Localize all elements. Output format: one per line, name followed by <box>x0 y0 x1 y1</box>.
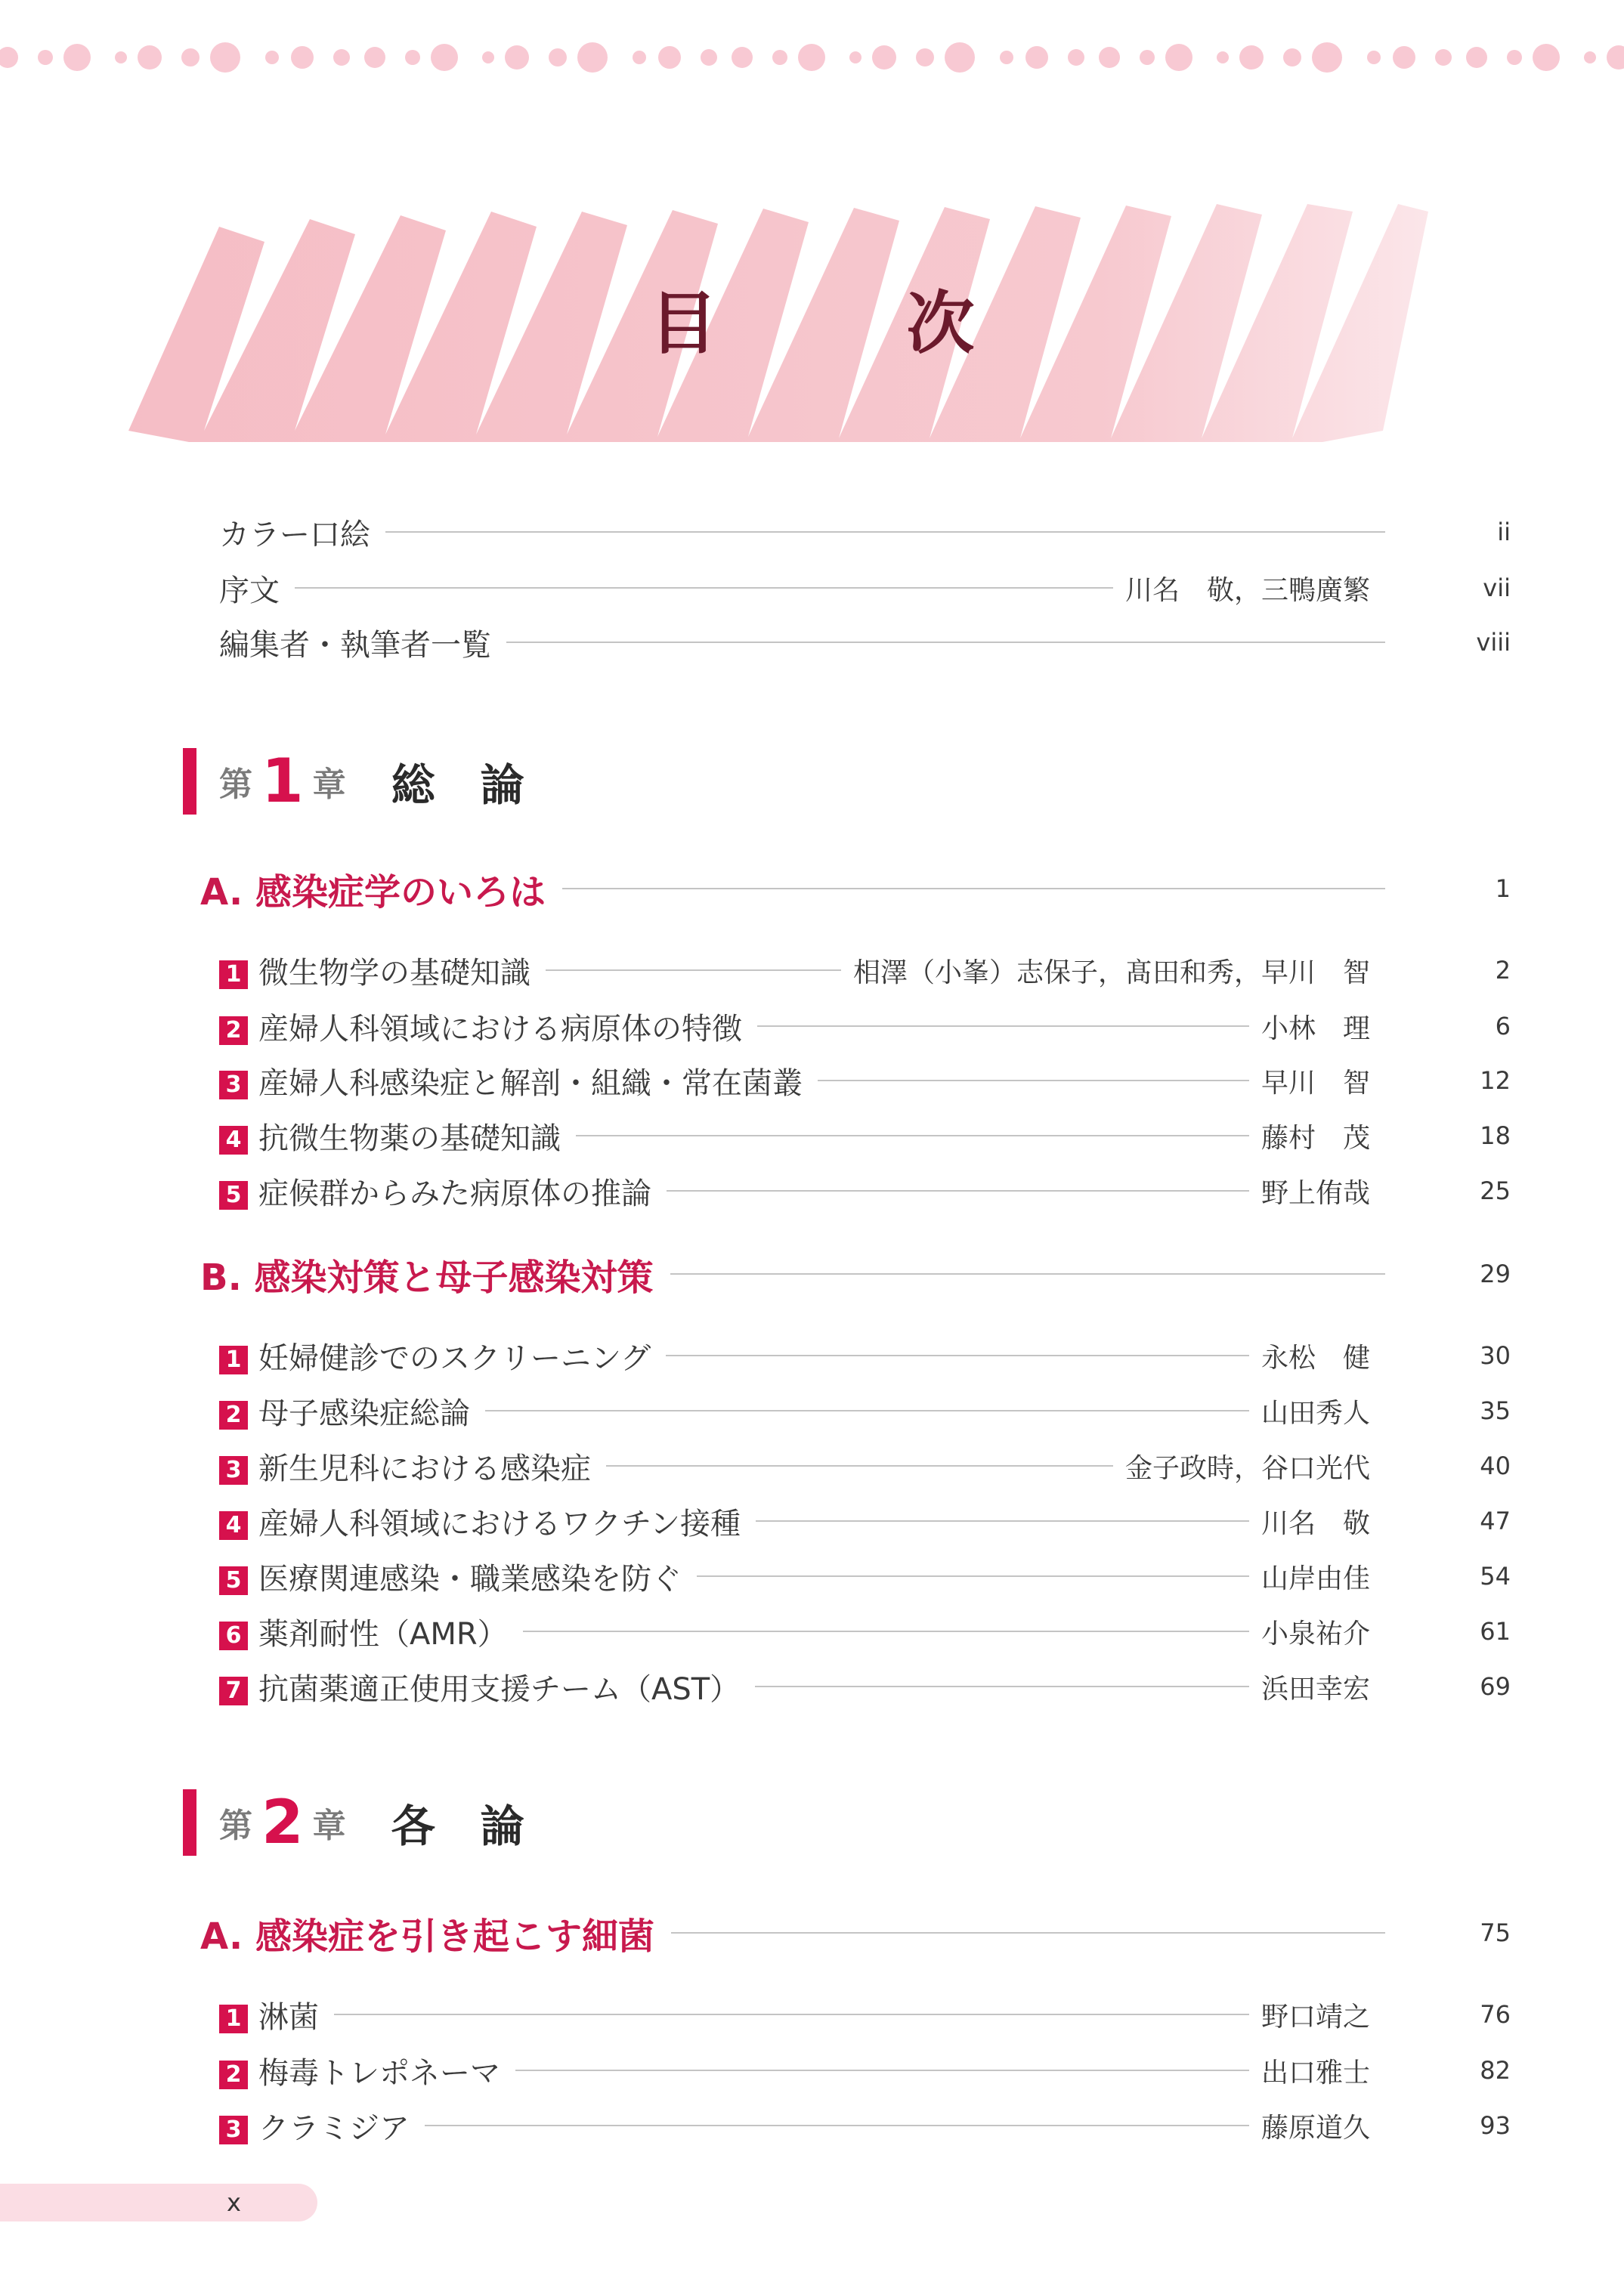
entry-page-number: vii <box>1483 574 1511 602</box>
entry-author: 川名 敬，三鴨廣繁 <box>1124 574 1370 606</box>
entry-page-number: 30 <box>1480 1341 1511 1370</box>
decorative-dot <box>0 47 18 68</box>
toc-entry[interactable] <box>219 1555 1511 1597</box>
footer-page-tab <box>0 2184 317 2221</box>
dot-leader <box>818 1080 1249 1081</box>
entry-page-number: 25 <box>1480 1176 1511 1205</box>
decorative-dot <box>364 47 385 68</box>
item-number-badge: 4 <box>219 1126 248 1155</box>
dot-leader <box>755 1686 1249 1687</box>
item-number-badge: 2 <box>219 1016 248 1045</box>
item-number-badge: 7 <box>219 1677 248 1705</box>
entry-label <box>219 1390 470 1433</box>
toc-entry[interactable] <box>219 2049 1511 2092</box>
decorative-dot <box>138 45 162 70</box>
decorative-dot <box>431 44 458 71</box>
decorative-dot <box>115 51 127 63</box>
item-number-badge: 3 <box>219 2116 248 2144</box>
entry-author: 相澤（小峯）志保子，髙田和秀，早川 智 <box>852 957 1370 988</box>
entry-label <box>219 511 370 554</box>
decorative-dot <box>405 50 420 65</box>
entry-title: 編集者・執筆者一覧 <box>219 627 491 663</box>
entry-title: 産婦人科領域における病原体の特徴 <box>258 1011 742 1047</box>
dot-leader <box>334 2014 1249 2015</box>
dot-leader <box>671 1932 1385 1934</box>
chapter-number: 1 <box>261 746 304 816</box>
entry-author: 山岸由佳 <box>1261 1563 1370 1594</box>
entry-page-number: 18 <box>1480 1121 1511 1150</box>
decorative-dot <box>945 42 975 73</box>
entry-page-number: 29 <box>1480 1260 1511 1288</box>
chapter-number: 2 <box>261 1787 304 1857</box>
decorative-dot <box>1507 50 1522 65</box>
decorative-dot <box>333 49 350 66</box>
toc-entry[interactable] <box>219 1610 1511 1653</box>
chapter-prefix: 第 <box>219 1807 252 1845</box>
entry-author: 野上侑哉 <box>1261 1177 1370 1209</box>
item-number-badge: 6 <box>219 1622 248 1650</box>
entry-title: 母子感染症総論 <box>258 1396 470 1431</box>
entry-page-number: 40 <box>1480 1452 1511 1480</box>
entry-label <box>200 1248 654 1300</box>
entry-author: 早川 智 <box>1261 1067 1370 1099</box>
chapter-suffix: 章 <box>312 1807 346 1845</box>
dot-leader <box>385 531 1385 533</box>
chapter-heading <box>183 748 570 815</box>
entry-page-number: 69 <box>1480 1672 1511 1701</box>
decorative-dot <box>1584 51 1596 63</box>
decorative-dot-border <box>0 39 1624 76</box>
decorative-dot <box>291 46 314 69</box>
decorative-dot <box>1099 47 1120 68</box>
entry-page-number: 61 <box>1480 1617 1511 1646</box>
toc-entry[interactable] <box>219 2104 1511 2147</box>
decorative-dot <box>1607 45 1624 70</box>
entry-author: 浜田幸宏 <box>1261 1673 1370 1705</box>
entry-title: A. 感染症学のいろは <box>200 870 546 914</box>
entry-label <box>219 1334 651 1377</box>
dot-leader <box>670 1273 1385 1275</box>
item-number-badge: 5 <box>219 1566 248 1595</box>
section-entry[interactable] <box>200 1253 1511 1299</box>
chapter-prefix: 第 <box>219 765 252 804</box>
entry-author: 川名 敬 <box>1261 1507 1370 1539</box>
dot-leader <box>506 642 1385 643</box>
entry-author: 出口雅士 <box>1261 2057 1370 2088</box>
chapter-title: 総論 <box>391 759 570 811</box>
chapter-title: 各論 <box>391 1801 570 1852</box>
dot-leader <box>667 1190 1249 1192</box>
dot-leader <box>546 969 841 971</box>
toc-entry[interactable] <box>219 1059 1511 1102</box>
chapter-accent-bar <box>183 748 196 815</box>
entry-author: 金子政時，谷口光代 <box>1124 1452 1370 1484</box>
entry-label <box>219 2049 500 2092</box>
toc-entry[interactable] <box>219 1115 1511 1157</box>
item-number-badge: 5 <box>219 1181 248 1210</box>
entry-label <box>219 1005 742 1048</box>
toc-entry[interactable] <box>219 1993 1511 2036</box>
entry-title: 産婦人科領域におけるワクチン接種 <box>258 1506 741 1541</box>
entry-label <box>219 1993 319 2036</box>
dot-leader <box>757 1025 1249 1027</box>
entry-page-number: 82 <box>1480 2056 1511 2085</box>
entry-label <box>219 1610 508 1653</box>
toc-entry[interactable] <box>219 1665 1511 1708</box>
decorative-dot <box>798 44 825 71</box>
entry-title: 抗微生物薬の基礎知識 <box>258 1121 561 1156</box>
decorative-dot <box>1140 50 1155 65</box>
decorative-dot <box>1217 51 1229 63</box>
entry-author: 野口靖之 <box>1261 2001 1370 2033</box>
entry-title: カラー口絵 <box>219 517 370 552</box>
decorative-dot <box>1466 47 1487 68</box>
entry-label <box>219 621 491 664</box>
entry-page-number: 35 <box>1480 1396 1511 1425</box>
decorative-dot <box>63 44 91 71</box>
entry-page-number: 76 <box>1480 2000 1511 2029</box>
toc-entry[interactable] <box>219 1334 1511 1377</box>
decorative-dot <box>916 48 934 66</box>
entry-page-number: 1 <box>1495 874 1511 903</box>
decorative-dot <box>1367 51 1381 64</box>
entry-author: 永松 健 <box>1261 1342 1370 1374</box>
decorative-dot <box>732 47 753 68</box>
entry-title: 医療関連感染・職業感染を防ぐ <box>258 1561 682 1597</box>
entry-label <box>219 1059 803 1102</box>
decorative-dot <box>872 45 896 70</box>
dot-leader <box>485 1410 1249 1411</box>
entry-page-number: 12 <box>1480 1066 1511 1095</box>
decorative-dot <box>1239 45 1264 70</box>
decorative-dot <box>701 49 717 66</box>
entry-title: 抗菌薬適正使用支援チーム（AST） <box>258 1671 741 1707</box>
toc-entry[interactable] <box>219 511 1511 553</box>
entry-page-number: viii <box>1476 628 1511 657</box>
dot-leader <box>295 587 1113 589</box>
toc-entry[interactable] <box>219 567 1511 609</box>
item-number-badge: 3 <box>219 1456 248 1485</box>
decorative-dot <box>482 51 494 63</box>
entry-author: 藤原道久 <box>1261 2112 1370 2144</box>
dot-leader <box>515 2070 1249 2071</box>
entry-author: 山田秀人 <box>1261 1397 1370 1429</box>
section-entry[interactable] <box>200 867 1511 914</box>
entry-title: 新生児科における感染症 <box>258 1451 591 1486</box>
entry-page-number: 54 <box>1480 1562 1511 1591</box>
dot-leader <box>756 1520 1249 1522</box>
entry-author: 小泉祐介 <box>1261 1618 1370 1649</box>
section-entry[interactable] <box>200 1912 1511 1958</box>
item-number-badge: 2 <box>219 2061 248 2089</box>
entry-page-number: 93 <box>1480 2111 1511 2140</box>
entry-label <box>219 2104 410 2147</box>
chapter-suffix: 章 <box>312 765 346 804</box>
toc-entry[interactable] <box>219 621 1511 663</box>
entry-label <box>219 1555 682 1598</box>
dot-leader <box>606 1465 1113 1467</box>
dot-leader <box>562 888 1385 889</box>
item-number-badge: 2 <box>219 1401 248 1430</box>
entry-label <box>219 949 531 992</box>
item-number-badge: 1 <box>219 1346 248 1374</box>
entry-label <box>200 1907 654 1959</box>
entry-title: 序文 <box>219 573 280 608</box>
decorative-dot <box>849 51 861 63</box>
decorative-dot <box>633 51 646 64</box>
entry-author: 藤村 茂 <box>1261 1122 1370 1154</box>
dot-leader <box>666 1355 1249 1356</box>
entry-label <box>219 1665 740 1708</box>
chapter-heading <box>183 1789 570 1856</box>
decorative-dot <box>577 42 608 73</box>
entry-label <box>219 1445 591 1488</box>
toc-entry[interactable] <box>219 1170 1511 1212</box>
entry-page-number: ii <box>1497 518 1511 546</box>
decorative-dot <box>1000 51 1013 64</box>
dot-leader <box>523 1631 1249 1632</box>
chapter-accent-bar <box>183 1789 196 1856</box>
toc-entry[interactable] <box>219 1390 1511 1432</box>
decorative-dot <box>38 50 53 65</box>
entry-title: B. 感染対策と母子感染対策 <box>200 1256 654 1299</box>
entry-label <box>219 1500 741 1543</box>
entry-title: 微生物学の基礎知識 <box>258 955 531 991</box>
toc-entry[interactable] <box>219 1005 1511 1047</box>
decorative-dot <box>1533 44 1560 71</box>
entry-label <box>219 567 280 610</box>
item-number-badge: 1 <box>219 960 248 989</box>
entry-page-number: 47 <box>1480 1507 1511 1535</box>
decorative-dot <box>210 42 240 73</box>
page-title: 目 次 <box>649 284 1035 363</box>
footer-page-number: x <box>227 2188 241 2217</box>
entry-title: クラミジア <box>258 2110 410 2146</box>
entry-title: 淋菌 <box>258 1999 319 2035</box>
toc-entry[interactable] <box>219 949 1511 991</box>
entry-label <box>219 1115 561 1158</box>
decorative-dot <box>549 48 567 66</box>
dot-leader <box>425 2125 1249 2126</box>
decorative-dot <box>1435 49 1452 66</box>
decorative-dot <box>1165 44 1192 71</box>
entry-page-number: 2 <box>1495 956 1511 985</box>
decorative-dot <box>181 48 200 66</box>
decorative-dot <box>1068 49 1084 66</box>
decorative-dot <box>265 51 279 64</box>
entry-title: A. 感染症を引き起こす細菌 <box>200 1915 654 1958</box>
entry-author: 小林 理 <box>1261 1013 1370 1044</box>
toc-entry[interactable] <box>219 1500 1511 1542</box>
item-number-badge: 1 <box>219 2005 248 2033</box>
decorative-dot <box>1393 46 1415 69</box>
decorative-dot <box>658 46 681 69</box>
item-number-badge: 3 <box>219 1071 248 1099</box>
entry-title: 梅毒トレポネーマ <box>258 2055 500 2091</box>
entry-title: 妊婦健診でのスクリーニング <box>258 1340 651 1376</box>
entry-title: 産婦人科感染症と解剖・組織・常在菌叢 <box>258 1065 803 1101</box>
decorative-dot <box>1312 42 1342 73</box>
entry-title: 症候群からみた病原体の推論 <box>258 1176 651 1211</box>
item-number-badge: 4 <box>219 1511 248 1540</box>
entry-label <box>200 863 546 915</box>
decorative-dot <box>772 50 787 65</box>
decorative-dot <box>1283 48 1301 66</box>
dot-leader <box>576 1135 1249 1136</box>
decorative-dot <box>505 45 529 70</box>
entry-label <box>219 1170 651 1213</box>
entry-page-number: 6 <box>1495 1012 1511 1040</box>
dot-leader <box>697 1575 1249 1577</box>
entry-page-number: 75 <box>1480 1918 1511 1947</box>
toc-entry[interactable] <box>219 1445 1511 1487</box>
decorative-dot <box>1025 46 1048 69</box>
entry-title: 薬剤耐性（AMR） <box>258 1616 508 1652</box>
